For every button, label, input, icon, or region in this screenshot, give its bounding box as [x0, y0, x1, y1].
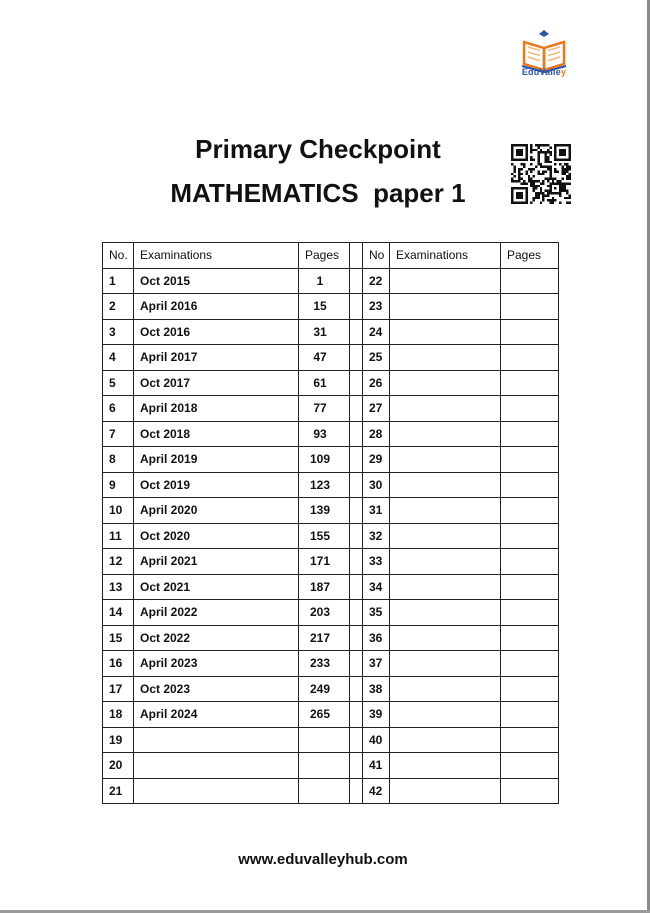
page-number-cell: 217 [299, 625, 350, 651]
examination-cell: Oct 2020 [134, 523, 299, 549]
column-header-examinations: Examinations [390, 243, 501, 269]
page-number-cell [501, 370, 559, 396]
column-separator [350, 702, 363, 728]
column-separator [350, 268, 363, 294]
table-row [103, 549, 559, 575]
page-title: Primary Checkpoint [195, 134, 441, 164]
row-number-cell: 6 [103, 396, 134, 422]
page-number-cell: 171 [299, 549, 350, 575]
row-number-cell: 25 [363, 345, 390, 371]
table-row [103, 268, 559, 294]
page-number-cell [299, 727, 350, 753]
page-number-cell [501, 702, 559, 728]
row-number-cell: 34 [363, 574, 390, 600]
row-number-cell: 27 [363, 396, 390, 422]
column-separator [350, 421, 363, 447]
table-row [103, 778, 559, 804]
table-row [103, 421, 559, 447]
examination-cell [390, 676, 501, 702]
examination-cell: Oct 2019 [134, 472, 299, 498]
qr-code-icon[interactable] [511, 144, 571, 204]
examination-cell [390, 600, 501, 626]
page-number-cell [501, 676, 559, 702]
footer-website-link[interactable]: www.eduvalleyhub.com [238, 851, 408, 868]
row-number-cell: 35 [363, 600, 390, 626]
examination-cell [390, 651, 501, 677]
row-number-cell: 40 [363, 727, 390, 753]
column-header-pages: Pages [299, 243, 350, 269]
column-separator [350, 676, 363, 702]
examination-cell [390, 396, 501, 422]
examination-cell [134, 753, 299, 779]
page-number-cell: 233 [299, 651, 350, 677]
page-number-cell: 155 [299, 523, 350, 549]
page-number-cell [501, 600, 559, 626]
page-number-cell [299, 778, 350, 804]
table-row [103, 472, 559, 498]
column-header-no: No. [103, 243, 134, 269]
row-number-cell: 30 [363, 472, 390, 498]
examination-cell: Oct 2022 [134, 625, 299, 651]
page-number-cell [501, 778, 559, 804]
examination-cell [390, 370, 501, 396]
row-number-cell: 33 [363, 549, 390, 575]
row-number-cell: 3 [103, 319, 134, 345]
examination-cell [390, 421, 501, 447]
examination-cell [390, 753, 501, 779]
row-number-cell: 23 [363, 294, 390, 320]
examination-cell: April 2023 [134, 651, 299, 677]
examination-cell: Oct 2016 [134, 319, 299, 345]
row-number-cell: 22 [363, 268, 390, 294]
row-number-cell: 1 [103, 268, 134, 294]
page-number-cell [501, 625, 559, 651]
examination-cell: April 2016 [134, 294, 299, 320]
page-number-cell: 1 [299, 268, 350, 294]
row-number-cell: 41 [363, 753, 390, 779]
examination-cell: April 2022 [134, 600, 299, 626]
examination-cell: Oct 2017 [134, 370, 299, 396]
examination-cell [390, 625, 501, 651]
table-row [103, 753, 559, 779]
row-number-cell: 5 [103, 370, 134, 396]
page-number-cell [501, 268, 559, 294]
page-number-cell: 203 [299, 600, 350, 626]
table-row [103, 676, 559, 702]
page-number-cell: 61 [299, 370, 350, 396]
page-number-cell [501, 447, 559, 473]
table-row [103, 574, 559, 600]
row-number-cell: 37 [363, 651, 390, 677]
row-number-cell: 8 [103, 447, 134, 473]
table-row [103, 370, 559, 396]
examination-cell [390, 268, 501, 294]
table-row [103, 345, 559, 371]
row-number-cell: 28 [363, 421, 390, 447]
row-number-cell: 32 [363, 523, 390, 549]
column-separator [350, 727, 363, 753]
page-number-cell: 15 [299, 294, 350, 320]
examination-cell [390, 498, 501, 524]
column-header-pages: Pages [501, 243, 559, 269]
row-number-cell: 19 [103, 727, 134, 753]
examination-cell [390, 294, 501, 320]
row-number-cell: 11 [103, 523, 134, 549]
row-number-cell: 38 [363, 676, 390, 702]
table-row [103, 702, 559, 728]
column-separator [350, 778, 363, 804]
row-number-cell: 15 [103, 625, 134, 651]
examination-cell [390, 319, 501, 345]
page-number-cell [501, 345, 559, 371]
table-row [103, 498, 559, 524]
table-header-row [103, 243, 559, 269]
examination-cell [390, 778, 501, 804]
table-row [103, 319, 559, 345]
examination-cell [390, 702, 501, 728]
row-number-cell: 21 [103, 778, 134, 804]
column-separator [350, 319, 363, 345]
page-number-cell [501, 574, 559, 600]
examination-cell: Oct 2023 [134, 676, 299, 702]
column-header-examinations: Examinations [134, 243, 299, 269]
page-number-cell: 249 [299, 676, 350, 702]
column-separator [350, 625, 363, 651]
row-number-cell: 31 [363, 498, 390, 524]
page-number-cell [501, 498, 559, 524]
row-number-cell: 16 [103, 651, 134, 677]
examination-cell: Oct 2015 [134, 268, 299, 294]
row-number-cell: 36 [363, 625, 390, 651]
examination-cell: April 2024 [134, 702, 299, 728]
examination-cell [390, 549, 501, 575]
row-number-cell: 26 [363, 370, 390, 396]
page-number-cell [501, 319, 559, 345]
page-number-cell: 123 [299, 472, 350, 498]
page-subtitle: MATHEMATICS paper 1 [170, 178, 466, 208]
page-number-cell: 187 [299, 574, 350, 600]
column-separator [350, 574, 363, 600]
table-row [103, 294, 559, 320]
row-number-cell: 14 [103, 600, 134, 626]
page-number-cell: 47 [299, 345, 350, 371]
page-number-cell [501, 549, 559, 575]
page-number-cell [501, 472, 559, 498]
row-number-cell: 2 [103, 294, 134, 320]
column-separator [350, 651, 363, 677]
page-number-cell [501, 523, 559, 549]
row-number-cell: 7 [103, 421, 134, 447]
page-number-cell [501, 753, 559, 779]
page-number-cell: 31 [299, 319, 350, 345]
examination-cell: Oct 2018 [134, 421, 299, 447]
table-row [103, 523, 559, 549]
row-number-cell: 12 [103, 549, 134, 575]
table-row [103, 396, 559, 422]
row-number-cell: 13 [103, 574, 134, 600]
page-number-cell: 265 [299, 702, 350, 728]
page-number-cell [501, 651, 559, 677]
column-separator [350, 345, 363, 371]
row-number-cell: 24 [363, 319, 390, 345]
page-number-cell: 93 [299, 421, 350, 447]
logo-wordmark: EduValley [521, 67, 567, 77]
table-row [103, 727, 559, 753]
column-separator [350, 370, 363, 396]
examination-cell: April 2017 [134, 345, 299, 371]
page-number-cell [501, 396, 559, 422]
column-separator [350, 243, 363, 269]
row-number-cell: 17 [103, 676, 134, 702]
contents-table [102, 242, 559, 804]
column-separator [350, 549, 363, 575]
examination-cell [134, 727, 299, 753]
column-separator [350, 600, 363, 626]
table-row [103, 651, 559, 677]
column-separator [350, 523, 363, 549]
examination-cell [390, 345, 501, 371]
row-number-cell: 18 [103, 702, 134, 728]
row-number-cell: 9 [103, 472, 134, 498]
examination-cell [134, 778, 299, 804]
table-row [103, 600, 559, 626]
row-number-cell: 20 [103, 753, 134, 779]
examination-cell [390, 727, 501, 753]
page-number-cell [501, 421, 559, 447]
examination-cell: April 2019 [134, 447, 299, 473]
examination-cell: April 2018 [134, 396, 299, 422]
examination-cell [390, 523, 501, 549]
column-header-no: No [363, 243, 390, 269]
page-number-cell [501, 294, 559, 320]
row-number-cell: 4 [103, 345, 134, 371]
row-number-cell: 10 [103, 498, 134, 524]
page-number-cell [299, 753, 350, 779]
column-separator [350, 447, 363, 473]
row-number-cell: 29 [363, 447, 390, 473]
column-separator [350, 498, 363, 524]
examination-cell: April 2020 [134, 498, 299, 524]
examination-cell [390, 447, 501, 473]
table-row [103, 447, 559, 473]
column-separator [350, 753, 363, 779]
examination-cell: April 2021 [134, 549, 299, 575]
row-number-cell: 39 [363, 702, 390, 728]
page-number-cell: 139 [299, 498, 350, 524]
column-separator [350, 294, 363, 320]
row-number-cell: 42 [363, 778, 390, 804]
column-separator [350, 396, 363, 422]
examination-cell [390, 574, 501, 600]
examination-cell: Oct 2021 [134, 574, 299, 600]
page-number-cell: 109 [299, 447, 350, 473]
table-row [103, 625, 559, 651]
page-number-cell: 77 [299, 396, 350, 422]
page-number-cell [501, 727, 559, 753]
column-separator [350, 472, 363, 498]
examination-cell [390, 472, 501, 498]
